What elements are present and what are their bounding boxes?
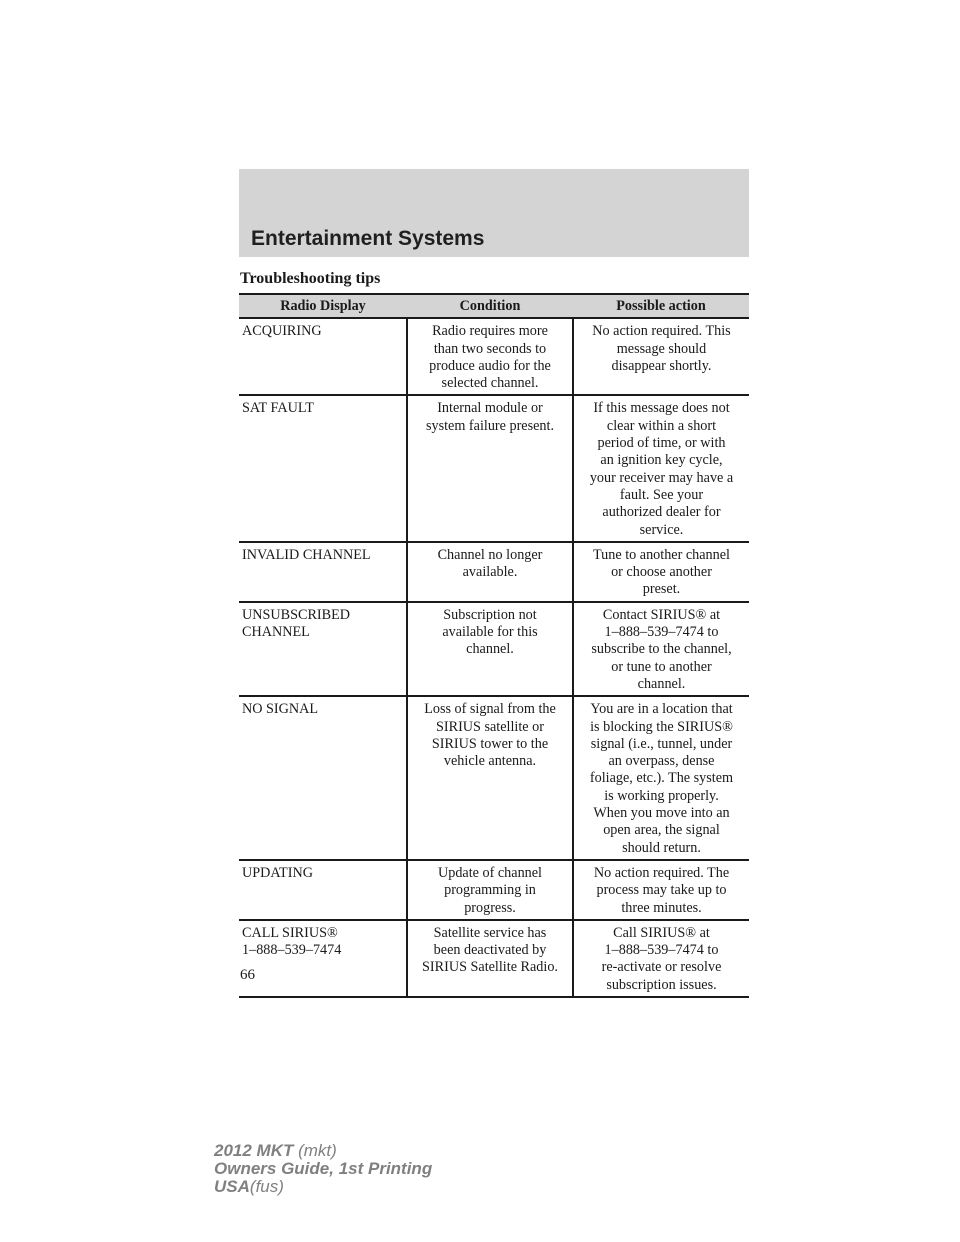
troubleshooting-table xyxy=(239,293,749,998)
column-header-radio-display: Radio Display xyxy=(239,294,407,318)
print-footer xyxy=(214,1142,432,1196)
table-row xyxy=(239,860,749,920)
footer-line-model xyxy=(214,1142,432,1160)
page-number: 66 xyxy=(240,967,255,983)
table-row xyxy=(239,696,749,860)
possible-action-cell: You are in a location that is blocking the SIRIUS® signal (i.e., tunnel, under an overpass, dense foliage, etc.). The system is working properly. When you move into an open area, the signal should return. xyxy=(573,696,749,860)
footer-market: USA xyxy=(214,1177,250,1196)
footer-model-code: (mkt) xyxy=(298,1141,337,1160)
possible-action-cell: No action required. This message should disappear shortly. xyxy=(573,318,749,395)
section-header-band xyxy=(239,169,749,257)
condition-cell: Update of channel programming in progress. xyxy=(407,860,573,920)
radio-display-cell: SAT FAULT xyxy=(239,395,407,541)
section-title: Entertainment Systems xyxy=(251,227,485,250)
table-header-row xyxy=(239,294,749,318)
condition-cell: Radio requires more than two seconds to produce audio for the selected channel. xyxy=(407,318,573,395)
radio-display-cell: ACQUIRING xyxy=(239,318,407,395)
radio-display-cell: CALL SIRIUS® 1–888–539–7474 xyxy=(239,920,407,997)
table-row xyxy=(239,602,749,696)
table-row xyxy=(239,920,749,997)
footer-market-code: (fus) xyxy=(249,1177,284,1196)
footer-line-market xyxy=(214,1178,432,1196)
condition-cell: Channel no longer available. xyxy=(407,542,573,602)
radio-display-cell: NO SIGNAL xyxy=(239,696,407,860)
footer-printing: Owners Guide, 1st Printing xyxy=(214,1159,433,1178)
possible-action-cell: Contact SIRIUS® at 1–888–539–7474 to subscribe to the channel, or tune to another channel. xyxy=(573,602,749,696)
possible-action-cell: No action required. The process may take up to three minutes. xyxy=(573,860,749,920)
table-row xyxy=(239,542,749,602)
column-header-possible-action: Possible action xyxy=(573,294,749,318)
table-row xyxy=(239,318,749,395)
subheading: Troubleshooting tips xyxy=(240,270,381,287)
radio-display-cell: INVALID CHANNEL xyxy=(239,542,407,602)
possible-action-cell: Call SIRIUS® at 1–888–539–7474 to re-activate or resolve subscription issues. xyxy=(573,920,749,997)
condition-cell: Loss of signal from the SIRIUS satellite or SIRIUS tower to the vehicle antenna. xyxy=(407,696,573,860)
possible-action-cell: Tune to another channel or choose another preset. xyxy=(573,542,749,602)
radio-display-cell: UNSUBSCRIBED CHANNEL xyxy=(239,602,407,696)
possible-action-cell: If this message does not clear within a short period of time, or with an ignition key cycle, your receiver may have a fault. See your authorized dealer for service. xyxy=(573,395,749,541)
condition-cell: Satellite service has been deactivated by SIRIUS Satellite Radio. xyxy=(407,920,573,997)
condition-cell: Internal module or system failure present. xyxy=(407,395,573,541)
condition-cell: Subscription not available for this channel. xyxy=(407,602,573,696)
column-header-condition: Condition xyxy=(407,294,573,318)
table-row xyxy=(239,395,749,541)
radio-display-cell: UPDATING xyxy=(239,860,407,920)
footer-model-year: 2012 MKT xyxy=(214,1141,294,1160)
